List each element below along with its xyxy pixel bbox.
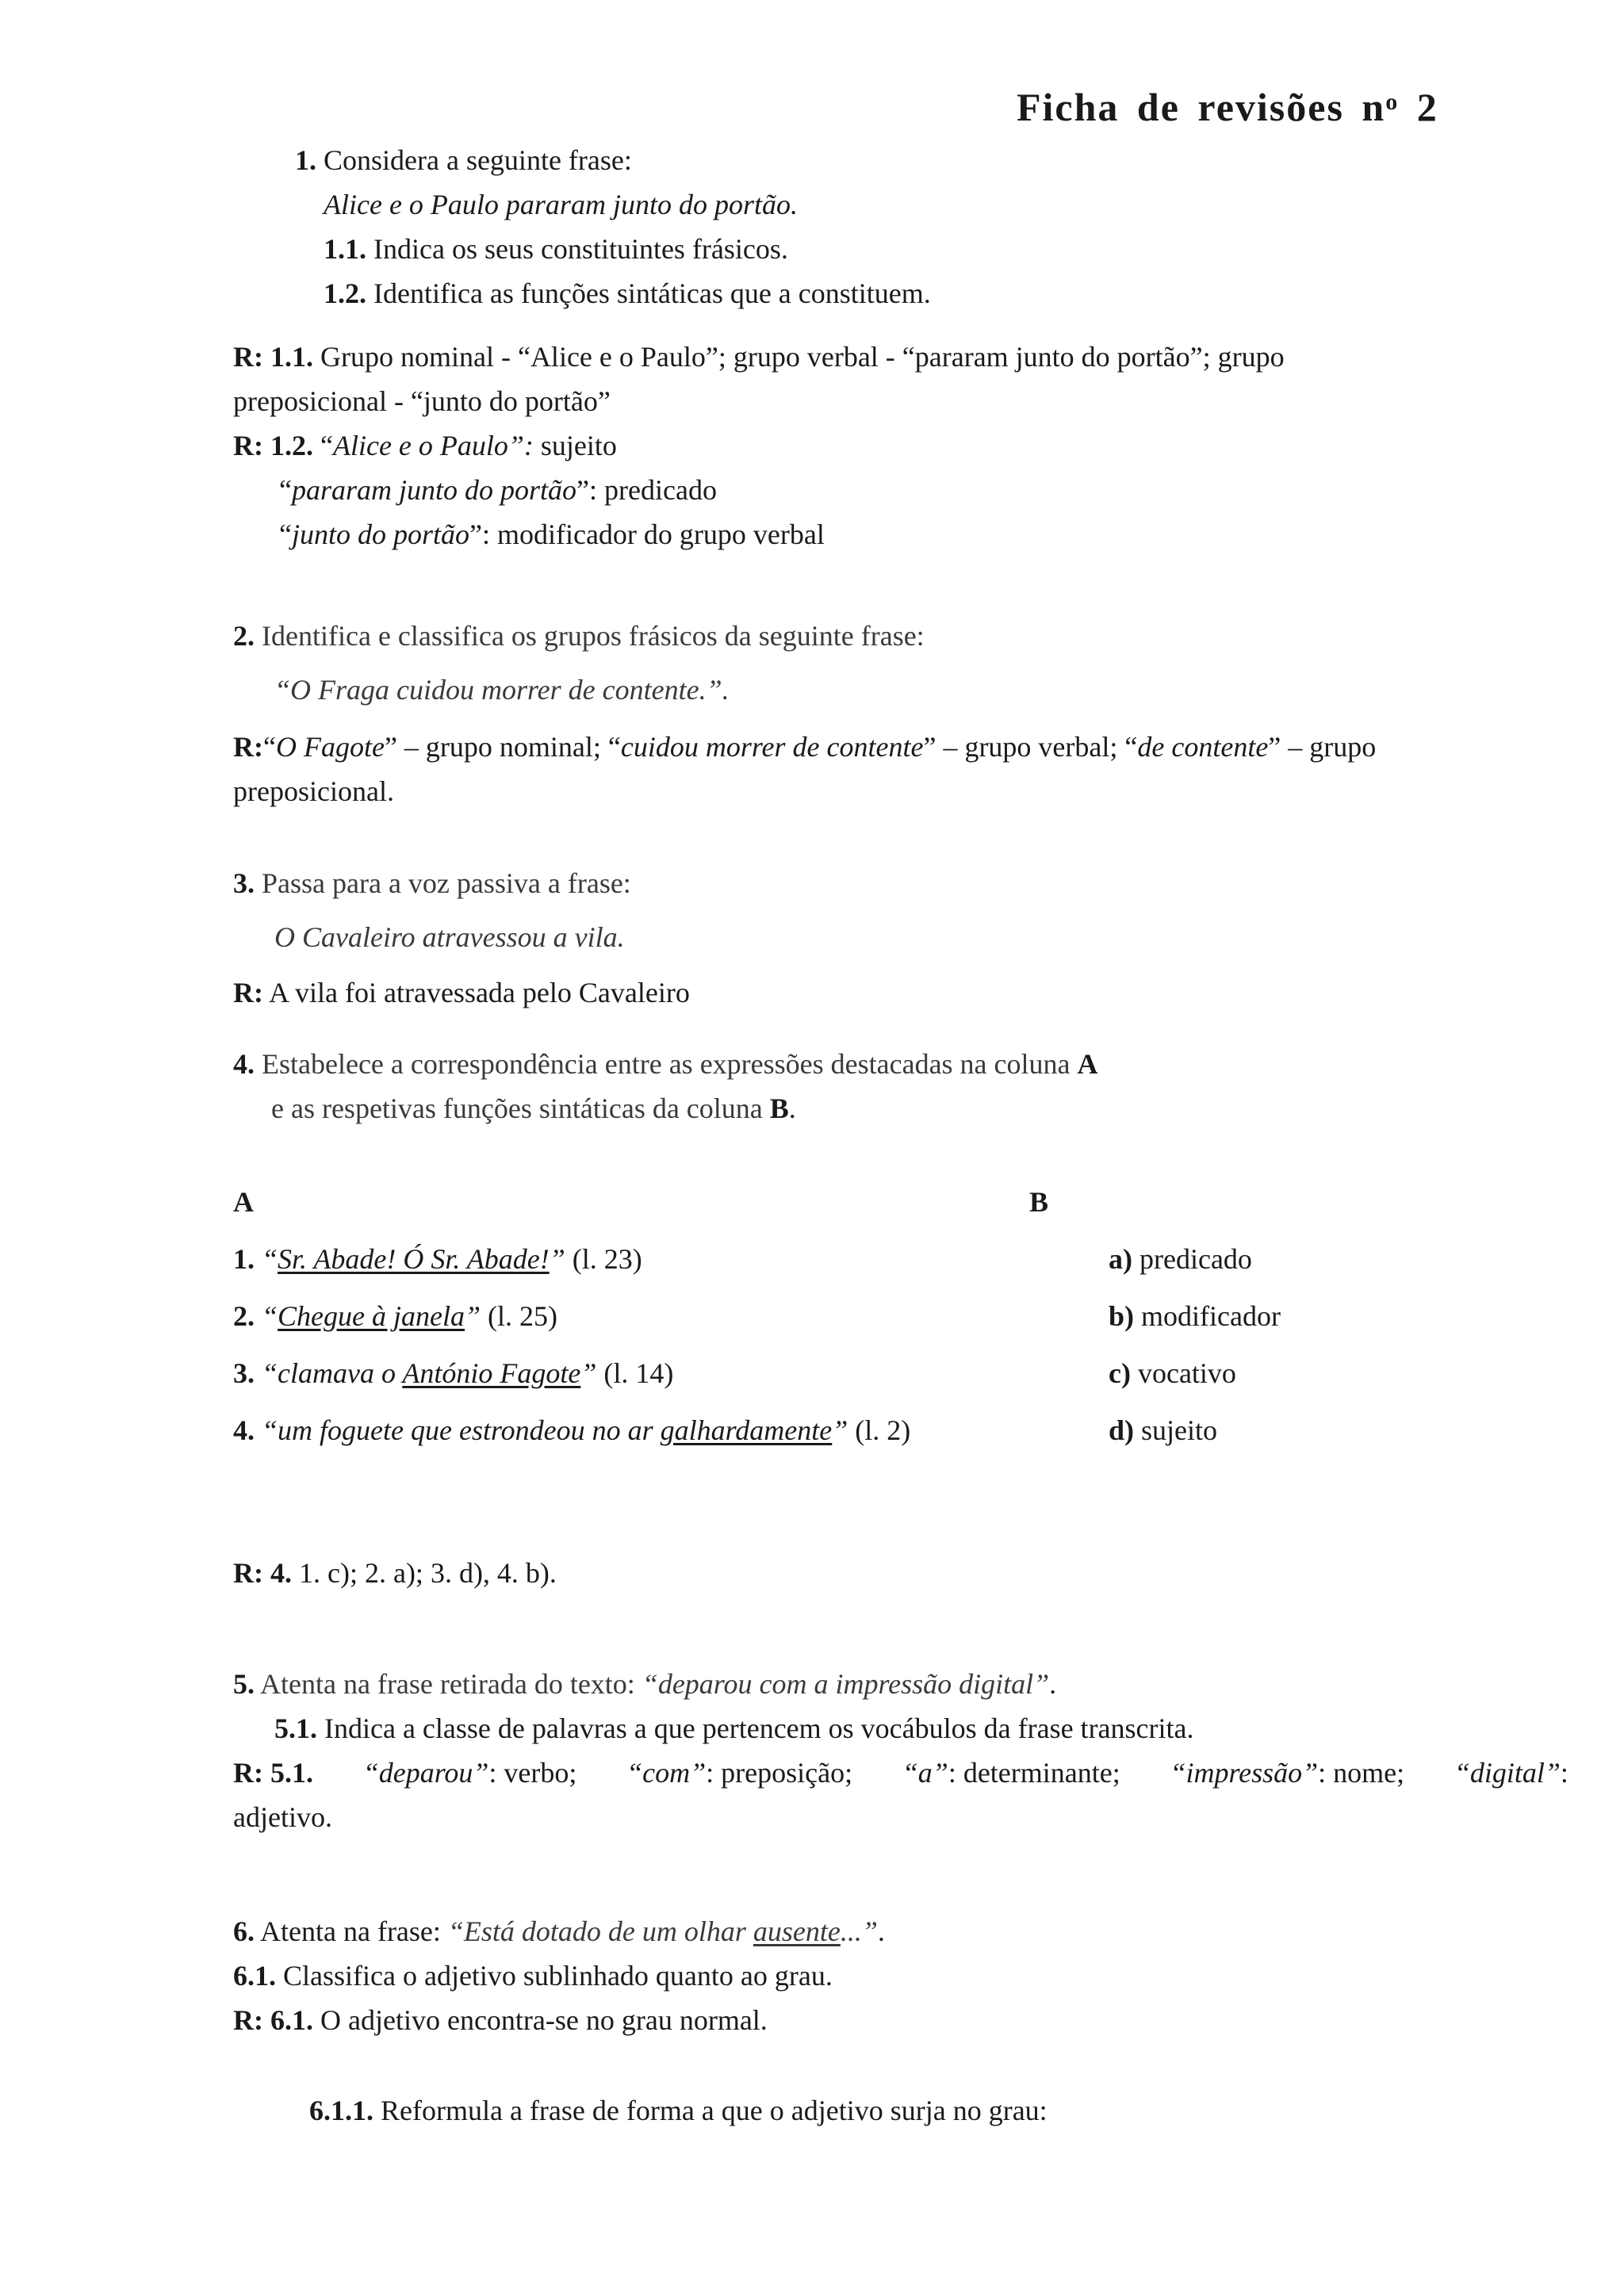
q3-sentence: O Cavaleiro atravessou a vila.	[274, 921, 625, 953]
q4-prompt-cont: e as respetivas funções sintáticas da coluna B.	[271, 1093, 796, 1124]
q1-answer2-modifier: “junto do portão”: modificador do grupo verbal	[279, 519, 825, 550]
column-b-row: d) sujeito	[1109, 1414, 1218, 1446]
q3-answer: R: A vila foi atravessada pelo Cavaleiro	[233, 977, 690, 1008]
q4-prompt: 4. Estabelece a correspondência entre as expressões destacadas na coluna A	[233, 1048, 1098, 1080]
column-b-row: b) modificador	[1109, 1300, 1281, 1332]
q5-answer-cont: adjetivo.	[233, 1801, 332, 1833]
column-a-row: 2. “Chegue à janela” (l. 25)	[233, 1300, 557, 1332]
q1-answer2-predicate: “pararam junto do portão”: predicado	[279, 474, 717, 506]
column-a-row: 4. “um foguete que estrondeou no ar galhardamente” (l. 2)	[233, 1414, 911, 1446]
q1-sentence: Alice e o Paulo pararam junto do portão.	[324, 189, 798, 220]
q1-answer1: R: 1.1. Grupo nominal - “Alice e o Paulo”; grupo verbal - “pararam junto do portão”; grupo	[233, 341, 1285, 373]
column-a-row: 3. “clamava o António Fagote” (l. 14)	[233, 1357, 674, 1389]
q1-answer2: R: 1.2. “Alice e o Paulo”: sujeito	[233, 430, 617, 461]
q2-prompt: 2. Identifica e classifica os grupos frásicos da seguinte frase:	[233, 620, 925, 652]
q3-prompt: 3. Passa para a voz passiva a frase:	[233, 867, 631, 899]
q6-prompt: 6. Atenta na frase: “Está dotado de um olhar ausente...”.	[233, 1915, 885, 1947]
page-title: Ficha de revisões $n^o$ 2	[1017, 85, 1438, 129]
q1-sub1: 1.1. Indica os seus constituintes frásicos.	[324, 233, 788, 265]
q1-answer1-cont: preposicional - “junto do portão”	[233, 385, 611, 417]
q5-sub1: 5.1. Indica a classe de palavras a que pertencem os vocábulos da frase transcrita.	[274, 1712, 1194, 1744]
q1-prompt: 1. Considera a seguinte frase:	[295, 144, 632, 176]
column-b-row: c) vocativo	[1109, 1357, 1236, 1389]
column-a-header: A	[233, 1186, 254, 1218]
q4-answer: R: 4. 1. c); 2. a); 3. d), 4. b).	[233, 1557, 557, 1589]
q2-sentence: “O Fraga cuidou morrer de contente.”.	[274, 674, 730, 706]
q6-sub1: 6.1. Classifica o adjetivo sublinhado quanto ao grau.	[233, 1960, 833, 1992]
q6-answer: R: 6.1. O adjetivo encontra-se no grau normal.	[233, 2004, 768, 2036]
q1-sub2: 1.2. Identifica as funções sintáticas que a constituem.	[324, 277, 931, 309]
q2-answer: R:“O Fagote” – grupo nominal; “cuidou morrer de contente” – grupo verbal; “de contente” – grupo	[233, 731, 1377, 763]
q5-prompt: 5. Atenta na frase retirada do texto: “deparou com a impressão digital”.	[233, 1668, 1057, 1700]
q2-answer-cont: preposicional.	[233, 775, 394, 807]
q6-sub2: 6.1.1. Reformula a frase de forma a que o adjetivo surja no grau:	[309, 2095, 1048, 2126]
column-b-row: a) predicado	[1109, 1243, 1252, 1275]
column-b-header: B	[1029, 1186, 1049, 1218]
column-a-row: 1. “Sr. Abade! Ó Sr. Abade!” (l. 23)	[233, 1243, 642, 1275]
q5-answer: R: 5.1. “deparou”: verbo; “com”: preposição; “a”: determinante; “impressão”: nome; “digital”:	[233, 1757, 1568, 1789]
